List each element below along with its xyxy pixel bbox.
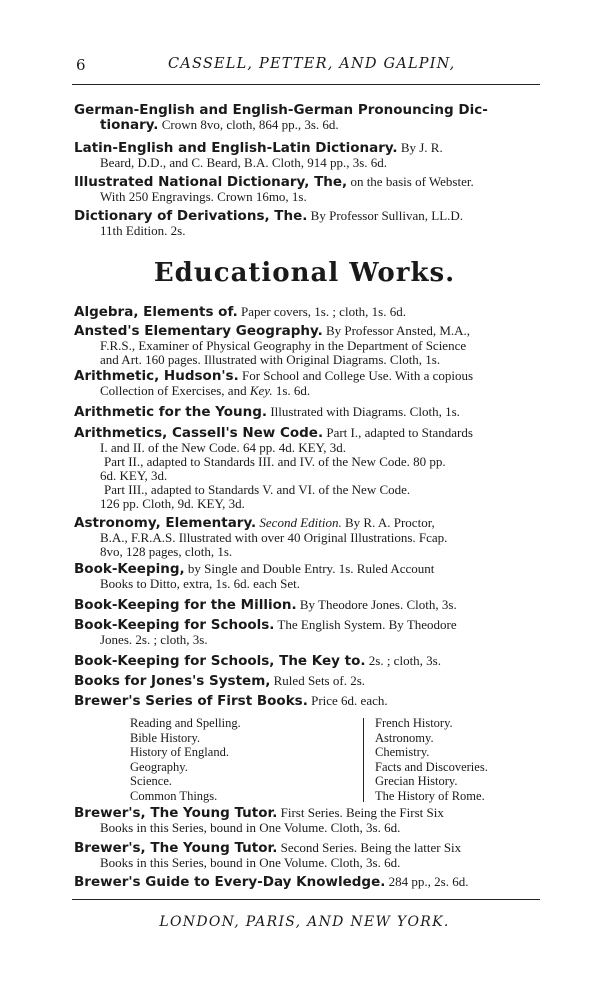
running-title: CASSELL, PETTER, AND GALPIN, <box>168 56 456 72</box>
entry-brewer-tutor-second: Brewer's, The Young Tutor. Second Series. Being the latter Six Books in this Series, bound in One Volume. Cloth, 3s. 6d. <box>74 840 462 870</box>
page-footer: LONDON, PARIS, AND NEW YORK. <box>159 914 450 930</box>
entry-hudson: Arithmetic, Hudson's. For School and College Use. With a copious Collection of Exercises, and Key. 1s. 6d. <box>74 368 474 398</box>
footer-rule <box>72 899 540 900</box>
column-divider <box>363 718 364 802</box>
page-header <box>76 56 541 80</box>
entry-bookkeeping: Book-Keeping, by Single and Double Entry. 1s. Ruled Account Books to Ditto, extra, 1s. 6d. each Set. <box>74 561 435 591</box>
entry-derivations-dictionary: Dictionary of Derivations, The. By Professor Sullivan, LL.D. 11th Edition. 2s. <box>74 208 464 238</box>
entry-bookkeeping-schools: Book-Keeping for Schools. The English System. By Theodore Jones. 2s. ; cloth, 3s. <box>74 617 457 647</box>
entry-brewer-first-books: Brewer's Series of First Books. Price 6d. each. <box>74 693 388 709</box>
entry-brewer-guide: Brewer's Guide to Every-Day Knowledge. 284 pp., 2s. 6d. <box>74 874 469 890</box>
entry-bookkeeping-million: Book-Keeping for the Million. By Theodore Jones. Cloth, 3s. <box>74 597 457 613</box>
entry-latin-dictionary: Latin-English and English-Latin Dictionary. By J. R. Beard, D.D., and C. Beard, B.A. Cloth, 914 pp., 3s. 6d. <box>74 140 443 170</box>
first-books-left-column: Reading and Spelling. Bible History. History of England. Geography. Science. Common Things. <box>130 716 241 803</box>
header-rule <box>72 84 540 85</box>
entry-arithmetic-young: Arithmetic for the Young. Illustrated with Diagrams. Cloth, 1s. <box>74 404 460 420</box>
entry-algebra: Algebra, Elements of. Paper covers, 1s. ; cloth, 1s. 6d. <box>74 304 406 320</box>
first-books-right-column: French History. Astronomy. Chemistry. Facts and Discoveries. Grecian History. The History of Rome. <box>375 716 488 803</box>
section-heading: Educational Works. <box>153 258 456 288</box>
entry-german-dictionary: German-English and English-German Pronouncing Dic- tionary. Crown 8vo, cloth, 864 pp., 3s. 6d. <box>74 102 488 133</box>
entry-ansted: Ansted's Elementary Geography. By Professor Ansted, M.A., F.R.S., Examiner of Physical Geography in the Department of Science and Art. 160 pages. Illustrated with Original Diagrams. Cloth, 1s. <box>74 323 471 367</box>
entry-national-dictionary: Illustrated National Dictionary, The, on the basis of Webster. With 250 Engravings. Crown 16mo, 1s. <box>74 174 474 204</box>
entry-bookkeeping-key: Book-Keeping for Schools, The Key to. 2s. ; cloth, 3s. <box>74 653 441 669</box>
entry-brewer-tutor-first: Brewer's, The Young Tutor. First Series. Being the First Six Books in this Series, bound in One Volume. Cloth, 3s. 6d. <box>74 805 444 835</box>
entry-new-code: Arithmetics, Cassell's New Code. Part I., adapted to Standards I. and II. of the New Code. 64 pp. 4d. KEY, 3d. Part II., adapted to Standards III. and IV. of the New Code. 80 pp. 6d. KEY, 3d. Part III., adapted to Standards V. and VI. of the New Code. 126 pp. Cloth, 9d. KEY, 3d. <box>74 425 473 511</box>
entry-astronomy: Astronomy, Elementary. Second Edition. By R. A. Proctor, B.A., F.R.A.S. Illustrated with over 40 Original Illustrations. Fcap. 8vo, 128 pages, cloth, 1s. <box>74 515 448 559</box>
first-books-list <box>100 716 520 804</box>
entry-jones-system: Books for Jones's System, Ruled Sets of. 2s. <box>74 673 366 689</box>
page-number: 6 <box>76 56 86 74</box>
